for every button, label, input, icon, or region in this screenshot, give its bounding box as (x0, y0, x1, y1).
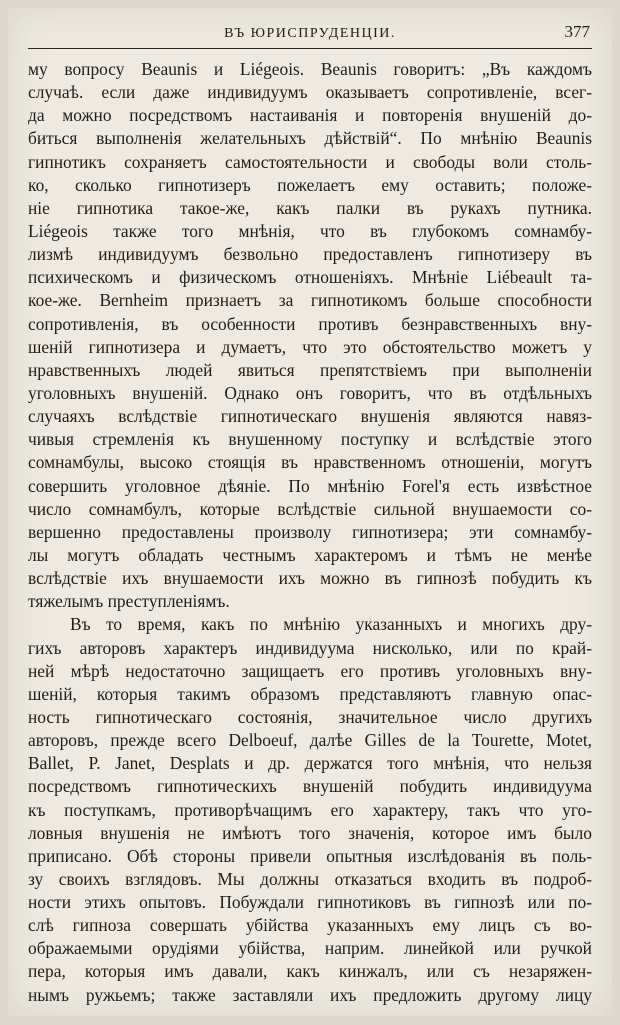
text-line: уголовныхъ внушеній. Однако онъ говоритъ, что въ отдѣльныхъ (28, 382, 592, 403)
text-line: чивыя стремленія къ внушенному поступку и вслѣдствіе этого (28, 429, 592, 450)
text-line: сомнамбулы, высоко стоящія въ нравственномъ отношеніи, могутъ (28, 452, 592, 473)
text-line: нымъ ружьемъ; также заставляли ихъ предложить другому лицу (28, 984, 592, 1005)
page-header (28, 22, 592, 49)
running-head: ВЪ ЮРИСПРУДЕНЦІИ. (224, 26, 396, 41)
text-line: ображаемыми орудіями убійства, наприм. линейкой или ручкой (28, 938, 592, 959)
text-line: биться выполненія желательныхъ дѣйствій“. По мнѣнію Beaunis (28, 128, 592, 149)
text-line: ней мѣрѣ недостаточно защищаетъ его противъ уголовныхъ вну- (28, 660, 592, 681)
text-line: приписано. Обѣ стороны привели опытныя изслѣдованія въ поль- (28, 845, 592, 866)
text-line: ловныя внушенія не имѣютъ того значенія, которое имъ было (28, 822, 592, 843)
text-line: пера, которыя имъ давали, какъ кинжалъ, или съ незаряжен- (28, 961, 592, 982)
book-page (8, 8, 612, 1016)
text-line: вслѣдствіе ихъ внушаемости ихъ можно въ гипнозѣ побудить къ (28, 568, 592, 589)
text-line: авторовъ, прежде всего Delboeuf, далѣе Gilles de la Tourette, Motet, (28, 730, 592, 751)
text-line: ніе гипнотика такое-же, какъ палки въ рукахъ путника. (28, 197, 592, 218)
text-line: случаяхъ вслѣдствіе гипнотическаго внушенія являются навяз- (28, 406, 592, 427)
text-line: да можно посредствомъ настаиванія и повторенія внушеній до- (28, 105, 592, 126)
text-line: ности этихъ опытовъ. Побуждали гипнотиковъ въ гипнозѣ или по- (28, 892, 592, 913)
text-line: шеній гипнотизера и думаетъ, что это обстоятельство можетъ у (28, 336, 592, 357)
text-line: сопротивленія, въ особенности противъ безнравственныхъ вну- (28, 313, 592, 334)
text-line: къ поступкамъ, противорѣчащимъ его характеру, такъ что уго- (28, 799, 592, 820)
text-line: гипнотикъ сохраняетъ самостоятельности и свободы воли столь- (28, 151, 592, 172)
text-line: Liégeois также того мнѣнія, что въ глубокомъ сомнамбу- (28, 220, 592, 241)
text-line: кое-же. Bernheim признаетъ за гипнотикомъ больше способности (28, 290, 592, 311)
text-line: лизмѣ индивидуумъ безвольно предоставленъ гипнотизеру въ (28, 244, 592, 265)
text-line: число сомнамбулъ, которые вслѣдствіе сильной внушаемости со- (28, 498, 592, 519)
text-line: случаѣ. если даже индивидуумъ оказываетъ сопротивленіе, всег- (28, 82, 592, 103)
text-line: Въ то время, какъ по мнѣнію указанныхъ и многихъ дру- (70, 614, 592, 635)
text-line: посредствомъ гипнотическихъ внушеній побудить индивидуума (28, 776, 592, 797)
text-line: нравственныхъ людей явиться препятствіемъ при выполненіи (28, 359, 592, 380)
text-line: шеній, которыя такимъ образомъ представляютъ главную опас- (28, 683, 592, 704)
text-line: ко, сколько гипнотизеръ пожелаетъ ему оставить; положе- (28, 174, 592, 195)
text-line: тяжелымъ преступленіямъ. (28, 591, 230, 612)
text-line: ность гипнотическаго состоянія, значительное число другихъ (28, 706, 592, 727)
text-line: совершить уголовное дѣяніе. По мнѣнію Forel'я есть извѣстное (28, 475, 592, 496)
text-line: Ballet, P. Janet, Desplats и др. держатся того мнѣнія, что нельзя (28, 753, 592, 774)
body-text (28, 58, 592, 1007)
text-line: му вопросу Beaunis и Liégeois. Beaunis говоритъ: „Въ каждомъ (28, 59, 592, 79)
text-line: гихъ авторовъ характеръ индивидуума нисколько, или по край- (28, 637, 592, 658)
text-line: психическомъ и физическомъ отношеніяхъ. Мнѣніе Liébeault та- (28, 267, 592, 288)
text-line: зу своихъ взглядовъ. Мы должны отказаться входить въ подроб- (28, 868, 592, 889)
page-number: 377 (564, 22, 590, 41)
text-line: вершенно предоставлены произволу гипнотизера; эти сомнамбу- (28, 521, 592, 542)
text-line: слѣ гипноза совершать убійства указанныхъ ему лицъ съ во- (28, 915, 592, 936)
text-line: лы могутъ обладать честнымъ характеромъ и тѣмъ не менѣе (28, 544, 592, 565)
